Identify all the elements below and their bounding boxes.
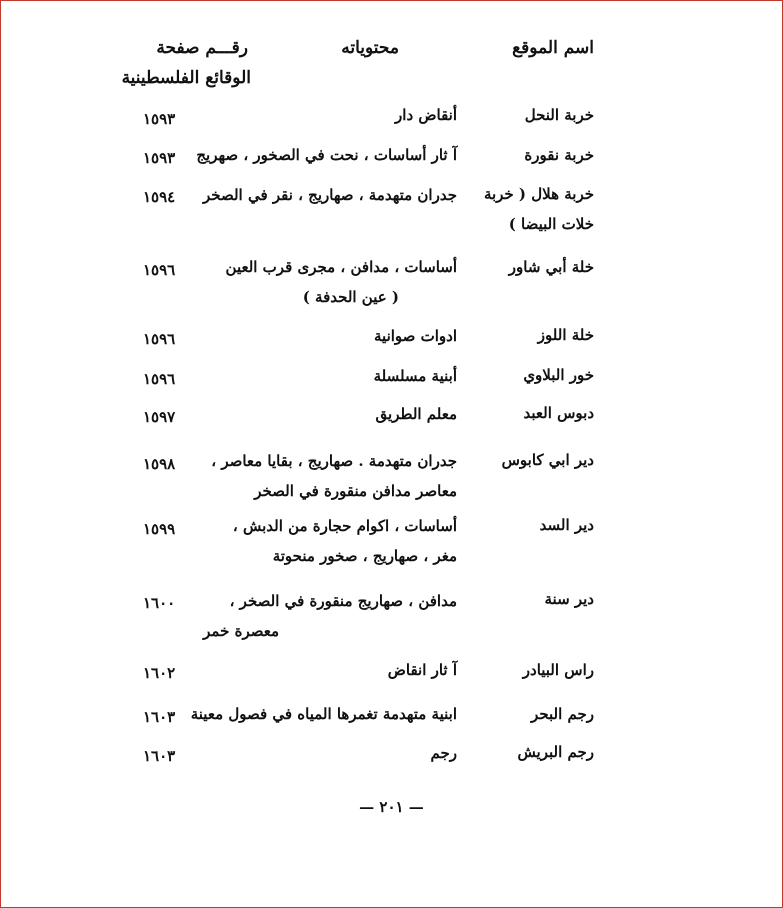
row-site: خلة أبي شاور (508, 258, 594, 276)
row-contents (157, 180, 457, 210)
header-site: اسم الموقع (512, 38, 594, 58)
row-site: خربة نقورة (524, 146, 594, 164)
row-site: دبوس العبد (523, 404, 594, 422)
row-site: دير ابي كابوس (501, 451, 594, 469)
row-contents-line: آ ثار أساسات ، نحت في الصخور ، صهريج (196, 146, 457, 164)
row-site: دير السد (539, 516, 594, 534)
row-contents (157, 511, 457, 571)
row-page: ١٦٠٠ (143, 594, 176, 612)
row-contents (157, 321, 457, 351)
row-contents (157, 446, 457, 506)
row-contents-line: ادوات صوانية (374, 327, 457, 345)
row-page: ١٥٩٣ (143, 110, 176, 128)
row-contents-line: ( عين الحدفة ) (302, 288, 399, 306)
row-site: خربة هلال ( خربة (483, 185, 594, 203)
row-contents (157, 361, 457, 391)
header-page-ref-line1: رقـــم صفحة (156, 38, 248, 58)
row-contents (157, 655, 457, 685)
row-contents-line: معصرة خمر (203, 622, 279, 640)
row-contents-line: مغر ، صهاريج ، صخور منحوتة (272, 547, 457, 565)
row-contents (157, 699, 457, 729)
row-site-line2: خلات البيضا ) (508, 215, 594, 233)
header-page-ref-line2: الوقائع الفلسطينية (121, 68, 251, 88)
row-site: رجم البحر (531, 705, 594, 723)
row-contents-line: مدافن ، صهاريج منقورة في الصخر ، (229, 592, 457, 610)
row-site: رجم البريش (517, 743, 594, 761)
row-page: ١٥٩٦ (143, 370, 176, 388)
row-page: ١٦٠٢ (143, 664, 176, 682)
row-contents-line: جدران متهدمة ، صهاريج ، نقر في الصخر (203, 186, 457, 204)
row-page: ١٥٩٤ (143, 188, 176, 206)
row-contents-line: أساسات ، اكوام حجارة من الدبش ، (232, 517, 457, 535)
row-contents (157, 586, 457, 646)
row-contents-line: معاصر مدافن منقورة في الصخر (254, 482, 457, 500)
row-site: راس البيادر (522, 661, 594, 679)
row-page: ١٥٩٣ (143, 149, 176, 167)
row-contents (157, 100, 457, 130)
row-page: ١٦٠٣ (143, 747, 176, 765)
row-contents-line: أبنية مسلسلة (373, 367, 457, 385)
row-site: خلة اللوز (537, 326, 594, 344)
row-contents (157, 399, 457, 429)
row-contents-line: معلم الطريق (375, 405, 457, 423)
row-site: دير سنة (544, 590, 594, 608)
row-page: ١٥٩٨ (143, 455, 176, 473)
row-contents-line: أساسات ، مدافن ، مجرى قرب العين (225, 258, 457, 276)
row-contents-line: ابنية متهدمة تغمرها المياه في فصول معينة (190, 705, 457, 723)
row-contents-line: آ ثار انقاض (387, 661, 457, 679)
row-page: ١٥٩٩ (143, 520, 176, 538)
row-contents-line: رجم (430, 744, 457, 762)
row-contents (157, 738, 457, 768)
row-page: ١٥٩٧ (143, 408, 176, 426)
row-site: خور البلاوي (523, 366, 594, 384)
row-contents-line: أنقاض دار (395, 106, 457, 124)
page-number: — ٢٠١ — (359, 798, 424, 816)
row-page: ١٦٠٣ (143, 708, 176, 726)
row-site: خربة النحل (524, 106, 594, 124)
row-contents (157, 252, 457, 312)
row-contents (157, 140, 457, 170)
header-contents: محتوياته (341, 38, 399, 58)
row-page: ١٥٩٦ (143, 261, 176, 279)
row-contents-line: جدران متهدمة . صهاريج ، بقايا معاصر ، (211, 452, 457, 470)
row-page: ١٥٩٦ (143, 330, 176, 348)
